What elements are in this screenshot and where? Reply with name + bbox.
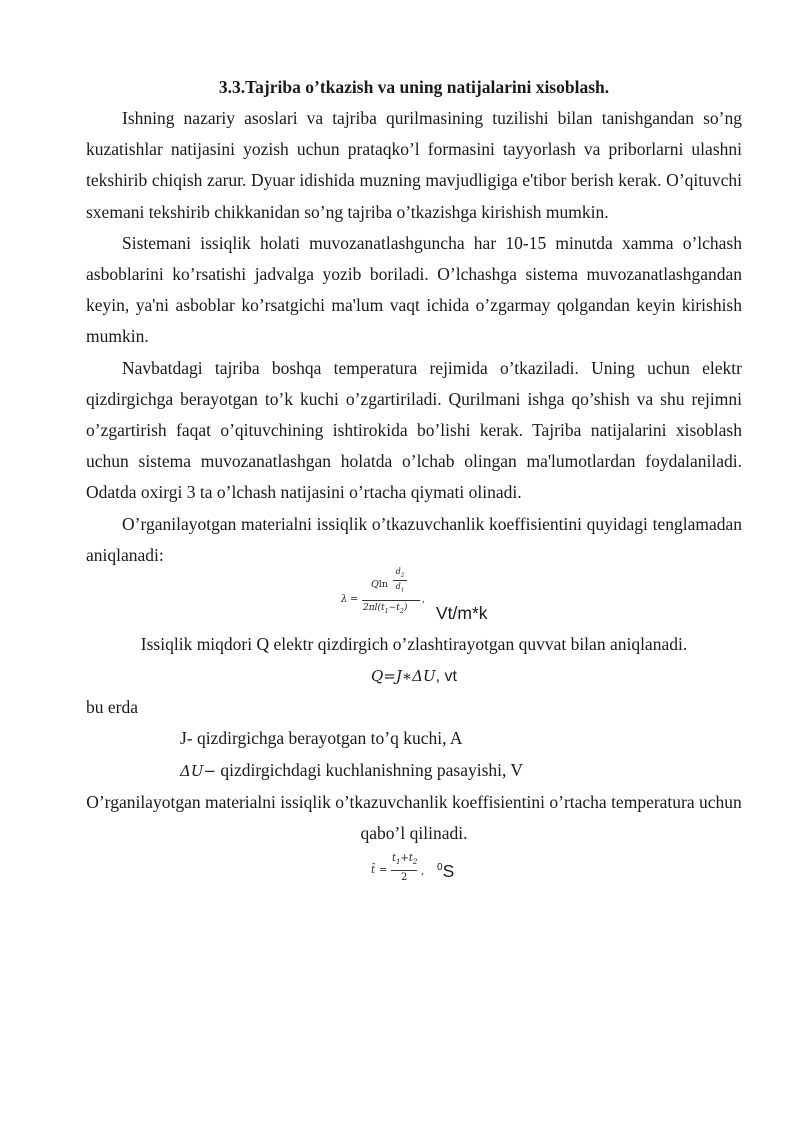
heat-quantity-line: Issiqlik miqdori Q elektr qizdirgich o’zlashtirayotgan quvvat bilan aniqlanadi. — [140, 634, 688, 655]
average-temperature-formula — [86, 853, 742, 893]
paragraph-4: O’rganilayotgan materialni issiqlik o’tkazuvchanlik koeffisientini quyidagi tenglamadan aniqlanadi: — [86, 513, 742, 565]
definition-current-text: qizdirgichga berayotgan to’q kuchi, A — [192, 728, 463, 749]
lambda-comma: , — [422, 595, 425, 606]
q-unit: , vt — [435, 668, 457, 686]
tavg-comma: , — [421, 866, 425, 878]
definition-voltage — [180, 755, 742, 788]
lambda-symbol: λ — [341, 594, 348, 606]
lambda-denominator: $2\pi l(t_1-t_2)$ — [363, 603, 408, 615]
fraction-bottom: $d_1$ — [395, 581, 405, 594]
tavg-unit: $^0$S — [437, 861, 455, 882]
tavg-equals: = — [379, 865, 388, 877]
fraction-top: $d_2$ — [395, 567, 405, 579]
definition-voltage-symbol: ΔU− — [180, 761, 217, 780]
tavg-symbol: t̄ — [371, 865, 376, 877]
tavg-fraction-bar — [391, 870, 417, 871]
definition-current — [180, 723, 742, 755]
small-fraction-bar — [393, 580, 407, 581]
paragraph-1: Ishning nazariy asoslari va tajriba qurilmasining tuzilishi bilan tanishgandan so’ng kuzatishlar natijasini yozish uchun prataqko’l formasini tayyorlash va priborlarni ulashni tekshirib chiqish zarur. Dyuar idishida muzning mavjudligiga e'tibor berish kerak. O’qituvchi sxemani tekshirib chikkanidan so’ng tajriba o’tkazishga kirishish mumkin. — [86, 108, 742, 222]
q-formula-line — [86, 660, 742, 692]
numerator-ln: ln — [378, 579, 388, 591]
average-temperature-paragraph: O’rganilayotgan materialni issiqlik o’tkazuvchanlik koeffisientini o’rtacha temperatura uchun qabo’l qilinadi. — [86, 792, 742, 844]
section-heading: 3.3.Tajriba o’tkazish va uning natijalarini xisoblash. — [218, 77, 610, 97]
paragraph-2: Sistemani issiqlik holati muvozanatlashguncha har 10-15 minutda xamma o’lchash asboblarini ko’rsatishi jadvalga yozib boriladi. O’lchashga sistema muvozanatlashgandan keyin, ya'ni asboblar ko’rsatgichi ma'lum vaqt ichida o’zgarmay qolgandan keyin kirishish mumkin. — [86, 232, 742, 347]
lambda-formula — [86, 567, 742, 629]
tavg-denominator: 2 — [401, 872, 408, 884]
bu-erda-label: bu erda — [86, 697, 138, 718]
paragraph-3: Navbatdagi tajriba boshqa temperatura rejimida o’tkaziladi. Uning uchun elektr qizdirgichga berayotgan to’k kuchi o’zgartiriladi. Qurilmani ishga qo’shish va shu rejimni o’zgartirish faqat o’qituvchining ishtirokida bo’lishi kerak. Tajriba natijalarini xisoblash uchun sistema muvozanatlashgan holatda o’lchab olingan ma'lumotlardan foydalaniladi. Odatda oxirgi 3 ta o’lchash natijasini o’rtacha qiymati olinadi. — [86, 357, 742, 503]
diameter-fraction — [393, 567, 407, 593]
lambda-fraction-bar — [362, 600, 420, 601]
q-formula: Q=J∗ΔU — [371, 667, 436, 686]
lambda-unit: Vt/m*k — [436, 603, 488, 624]
definition-voltage-text: qizdirgichdagi kuchlanishning pasayishi, V — [216, 759, 524, 780]
tavg-numerator: $t_1+t_2$ — [392, 853, 418, 867]
lambda-equals: = — [350, 594, 359, 606]
definition-current-symbol: J- — [180, 728, 193, 749]
lambda-numerator — [371, 579, 388, 590]
numerator-q: Q — [371, 579, 379, 591]
